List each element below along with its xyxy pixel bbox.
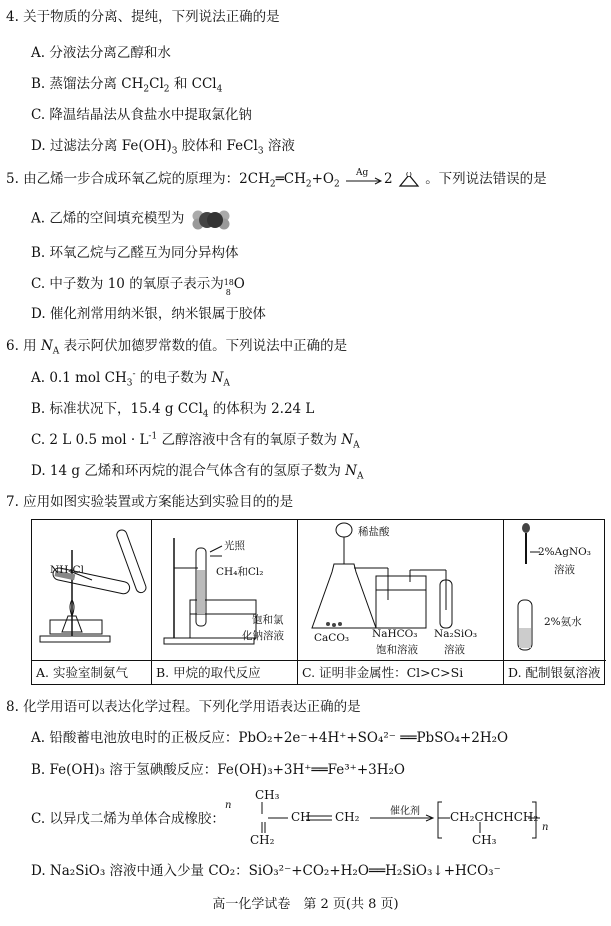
svg-text:O: O: [405, 171, 412, 179]
q4-option-c: C. 降温结晶法从食盐水中提取氯化钠: [31, 107, 252, 123]
polymerization-structure-lines: [0, 788, 611, 852]
q7-stem: 7. 应用如图实验装置或方案能达到实验目的的是: [6, 494, 294, 510]
q4-stem: 4. 关于物质的分离、提纯，下列说法正确的是: [6, 9, 280, 25]
q6-option-a: A. 0.1 mol $CH_3^-$ 的电子数为 $N_A$: [31, 369, 230, 389]
experiment-a: NH₄Cl A. 实验室制氨气: [32, 520, 152, 684]
q4-option-b: B. 蒸馏法分离 $CH_2Cl_2$ 和 CCl$_4$: [31, 76, 223, 95]
caption-c: C. 证明非金属性：Cl>C>Si: [298, 660, 503, 684]
caption-b: B. 甲烷的取代反应: [152, 660, 297, 684]
q8-option-c-structure: n CH₃ CH CH₂ CH₂ 催化剂 CH₂CHCHCH₂ CH₃ n: [0, 788, 611, 852]
experiment-d: 2%AgNO₃ 溶液 2%氨水 D. 配制银氨溶液: [504, 520, 606, 684]
q6-option-d: D. 14 g 乙烯和环丙烷的混合气体含有的氢原子数为 $N_A$: [31, 463, 364, 482]
q8-stem: 8. 化学用语可以表达化学过程。下列化学用语表达正确的是: [6, 699, 361, 715]
q6-option-b: B. 标准状况下，15.4 g CCl$_4$ 的体积为 2.24 L: [31, 401, 315, 420]
epoxide-ring-icon: [397, 172, 421, 188]
q8-option-d: D. Na₂SiO₃ 溶液中通入少量 CO₂：SiO₃²⁻+CO₂+H₂O══H₂SiO₃↓+HCO₃⁻: [31, 863, 501, 879]
ammonia-apparatus-icon: [32, 520, 152, 662]
q8-option-c: C. 以异戊二烯为单体合成橡胶：: [31, 811, 225, 827]
q5-option-c: C. 中子数为 10 的氧原子表示为 18 8 O: [31, 276, 245, 297]
q6-stem: 6. 用 $N_A$ 表示阿伏加德罗常数的值。下列说法中正确的是: [6, 338, 348, 357]
q5-option-d: D. 催化剂常用纳米银，纳米银属于胶体: [31, 306, 266, 322]
q8-option-a: A. 铅酸蓄电池放电时的正极反应：PbO₂+2e⁻+4H⁺+SO₄²⁻ ══PbSO₄+2H₂O: [31, 730, 509, 746]
caption-a: A. 实验室制氨气: [32, 660, 151, 684]
silver-ammonia-apparatus-icon: [504, 520, 606, 662]
caption-d: D. 配制银氨溶液: [504, 660, 606, 684]
q4-option-d: D. 过滤法分离 $Fe(OH)_3$ 胶体和 FeCl$_3$ 溶液: [31, 138, 295, 157]
q8-option-b: B. Fe(OH)₃ 溶于氢碘酸反应：Fe(OH)₃+3H⁺══Fe³⁺+3H₂O: [31, 762, 405, 778]
ethylene-space-filling-model-icon: [189, 208, 233, 230]
q5-option-a: A. 乙烯的空间填充模型为: [31, 208, 233, 230]
experiment-b: 光照 CH₄和Cl₂ 饱和氯 化钠溶液 B. 甲烷的取代反应: [152, 520, 298, 684]
q6-option-c: C. 2 L 0.5 mol · $L^{-1}$ 乙醇溶液中含有的氧原子数为 $N_A$: [31, 431, 360, 451]
q5-option-b: B. 环氧乙烷与乙醛互为同分异构体: [31, 245, 239, 261]
experiment-table: [31, 519, 605, 685]
q5-stem: 5. 由乙烯一步合成环氧乙烷的原理为：$2CH_2═CH_2+O_2$ Ag 2 O 。下列说法错误的是: [6, 167, 547, 190]
page-footer: 高一化学试卷 第 2 页(共 8 页): [212, 897, 399, 912]
q4-option-a: A. 分液法分离乙醇和水: [31, 45, 171, 61]
experiment-c: 稀盐酸 CaCO₃ NaHCO₃ 饱和溶液 Na₂SiO₃ 溶液 C. 证明非金属性：Cl>C>Si: [298, 520, 504, 684]
reaction-arrow: Ag: [344, 173, 384, 187]
